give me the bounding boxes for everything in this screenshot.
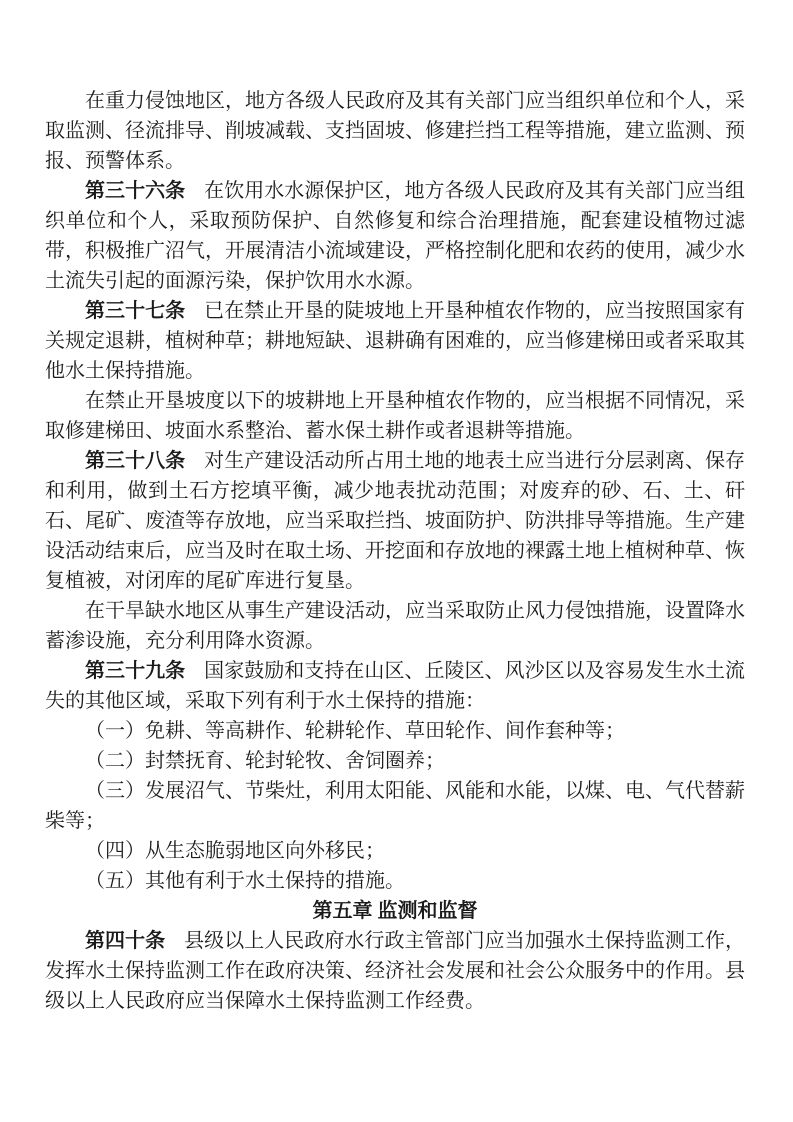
article-number: 第三十六条 (85, 180, 186, 202)
body-paragraph: （三）发展沼气、节柴灶，利用太阳能、风能和水能，以煤、电、气代替薪柴等； (45, 780, 745, 832)
article-number: 第四十条 (85, 930, 166, 952)
article-text: 已在禁止开垦的陡坡地上开垦种植农作物的，应当按照国家有关规定退耕，植树种草；耕地短缺、退耕确有困难的，应当修建梯田或者采取其他水土保持措施。 (45, 300, 746, 382)
body-paragraph: 在重力侵蚀地区，地方各级人民政府及其有关部门应当组织单位和个人，采取监测、径流排导、削坡减载、支挡固坡、修建拦挡工程等措施，建立监测、预报、预警体系。 (45, 90, 745, 172)
article-paragraph (45, 656, 745, 716)
article-paragraph (45, 446, 745, 596)
body-paragraph: 在禁止开垦坡度以下的坡耕地上开垦种植农作物的，应当根据不同情况，采取修建梯田、坡面水系整治、蓄水保土耕作或者退耕等措施。 (45, 390, 745, 442)
body-paragraph: （四）从生态脆弱地区向外移民； (85, 840, 385, 862)
article-text: 在饮用水水源保护区，地方各级人民政府及其有关部门应当组织单位和个人，采取预防保护、自然修复和综合治理措施，配套建设植物过滤带，积极推广沼气，开展清洁小流域建设，严格控制化肥和农药的使用，减少水土流失引起的面源污染，保护饮用水水源。 (45, 180, 746, 292)
body-paragraph: （二）封禁抚育、轮封轮牧、舍饲圈养； (85, 750, 445, 772)
article-number: 第三十八条 (85, 450, 186, 472)
article-text: 国家鼓励和支持在山区、丘陵区、风沙区以及容易发生水土流失的其他区域，采取下列有利于水土保持的措施： (45, 660, 746, 712)
article-text: 县级以上人民政府水行政主管部门应当加强水土保持监测工作，发挥水土保持监测工作在政府决策、经济社会发展和社会公众服务中的作用。县级以上人民政府应当保障水土保持监测工作经费。 (45, 930, 746, 1012)
article-paragraph (45, 176, 745, 296)
document-body (45, 86, 745, 1016)
article-paragraph (45, 926, 745, 1016)
body-paragraph: （一）免耕、等高耕作、轮耕轮作、草田轮作、间作套种等； (85, 720, 625, 742)
article-number: 第三十七条 (85, 300, 186, 322)
article-paragraph (45, 296, 745, 386)
chapter-heading: 第五章 监测和监督 (312, 900, 478, 922)
article-number: 第三十九条 (85, 660, 186, 682)
article-text: 对生产建设活动所占用土地的地表土应当进行分层剥离、保存和利用，做到土石方挖填平衡，减少地表扰动范围；对废弃的砂、石、土、矸石、尾矿、废渣等存放地，应当采取拦挡、坡面防护、防洪排导等措施。生产建设活动结束后，应当及时在取土场、开挖面和存放地的裸露土地上植树种草、恢复植被，对闭库的尾矿库进行复垦。 (45, 450, 746, 592)
body-paragraph: 在干旱缺水地区从事生产建设活动，应当采取防止风力侵蚀措施，设置降水蓄渗设施，充分利用降水资源。 (45, 600, 745, 652)
body-paragraph: （五）其他有利于水土保持的措施。 (85, 870, 405, 892)
